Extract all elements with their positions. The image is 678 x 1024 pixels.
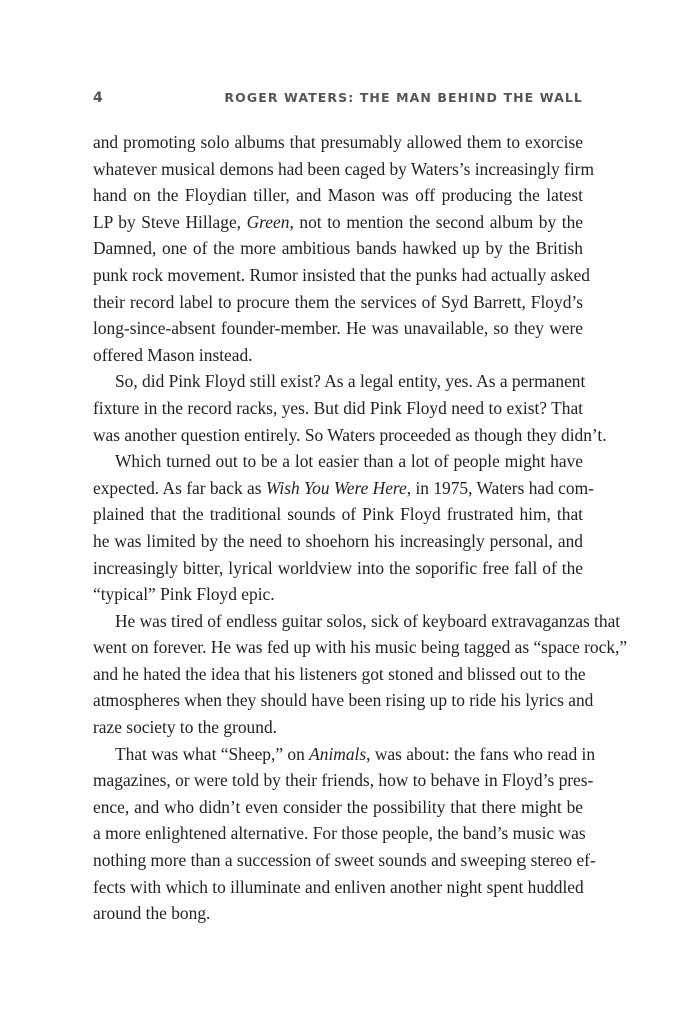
page-number: 4	[93, 90, 104, 106]
text-line: was another question entirely. So Waters proceeded as though they didn’t.	[93, 424, 607, 445]
text-line: “typical” Pink Floyd epic.	[93, 584, 275, 605]
text-line: Damned, one of the more ambitious bands hawked up by the British	[93, 238, 583, 259]
text-line	[93, 209, 583, 236]
text-run: LP by Steve Hillage,	[93, 211, 247, 232]
text-line: a more enlightened alternative. For those people, the band’s music was	[93, 823, 586, 844]
text-line: their record label to procure them the services of Syd Barrett, Floyd’s	[93, 291, 583, 312]
paragraph	[93, 608, 628, 741]
paragraph	[93, 129, 594, 368]
text-line: magazines, or were told by their friends, how to behave in Floyd’s pres-	[93, 770, 594, 791]
text-run: expected. As far back as	[93, 477, 266, 498]
text-run: , was about: the fans who read in	[366, 743, 596, 764]
text-line: whatever musical demons had been caged by Waters’s increasingly firm	[93, 158, 594, 179]
body-text	[93, 129, 628, 927]
text-run: , not to mention the second album by the	[289, 211, 583, 232]
text-line: fixture in the record racks, yes. But did Pink Floyd need to exist? That	[93, 397, 583, 418]
text-line: long-since-absent founder-member. He was unavailable, so they were	[93, 318, 583, 339]
text-line	[93, 741, 596, 768]
text-line: raze society to the ground.	[93, 717, 277, 738]
text-line: around the bong.	[93, 903, 211, 924]
paragraph	[93, 368, 607, 448]
italic-title: Green	[246, 211, 290, 232]
text-line: He was tired of endless guitar solos, sick of keyboard extravaganzas that	[115, 610, 621, 631]
text-line: punk rock movement. Rumor insisted that the punks had actually asked	[93, 264, 590, 285]
text-run: That was what “Sheep,” on	[115, 743, 310, 764]
text-line: he was limited by the need to shoehorn his increasingly personal, and	[93, 530, 583, 551]
text-line	[93, 475, 594, 502]
text-line: and he hated the idea that his listeners got stoned and blissed out to the	[93, 663, 586, 684]
running-title: ROGER WATERS: THE MAN BEHIND THE WALL	[224, 90, 583, 105]
text-line: hand on the Floydian tiller, and Mason was off producing the latest	[93, 185, 583, 206]
text-line: plained that the traditional sounds of Pink Floyd frustrated him, that	[93, 504, 583, 525]
text-line: nothing more than a succession of sweet sounds and sweeping stereo ef-	[93, 850, 596, 871]
paragraph	[93, 448, 594, 608]
text-line: fects with which to illuminate and enliven another night spent huddled	[93, 876, 584, 897]
text-line: offered Mason instead.	[93, 344, 253, 365]
italic-title: Wish You Were Here	[265, 477, 407, 498]
text-run: , in 1975, Waters had com-	[406, 477, 594, 498]
italic-title: Animals	[309, 743, 367, 764]
text-line: ence, and who didn’t even consider the possibility that there might be	[93, 796, 583, 817]
text-line: Which turned out to be a lot easier than a lot of people might have	[115, 451, 583, 472]
text-line: and promoting solo albums that presumably allowed them to exorcise	[93, 132, 583, 152]
running-head	[93, 90, 583, 110]
text-line: went on forever. He was fed up with his music being tagged as “space rock,”	[93, 637, 628, 658]
paragraph	[93, 741, 596, 927]
text-line: atmospheres when they should have been rising up to ride his lyrics and	[93, 690, 594, 711]
text-line: So, did Pink Floyd still exist? As a legal entity, yes. As a permanent	[115, 371, 586, 392]
text-line: increasingly bitter, lyrical worldview into the soporific free fall of the	[93, 557, 583, 578]
